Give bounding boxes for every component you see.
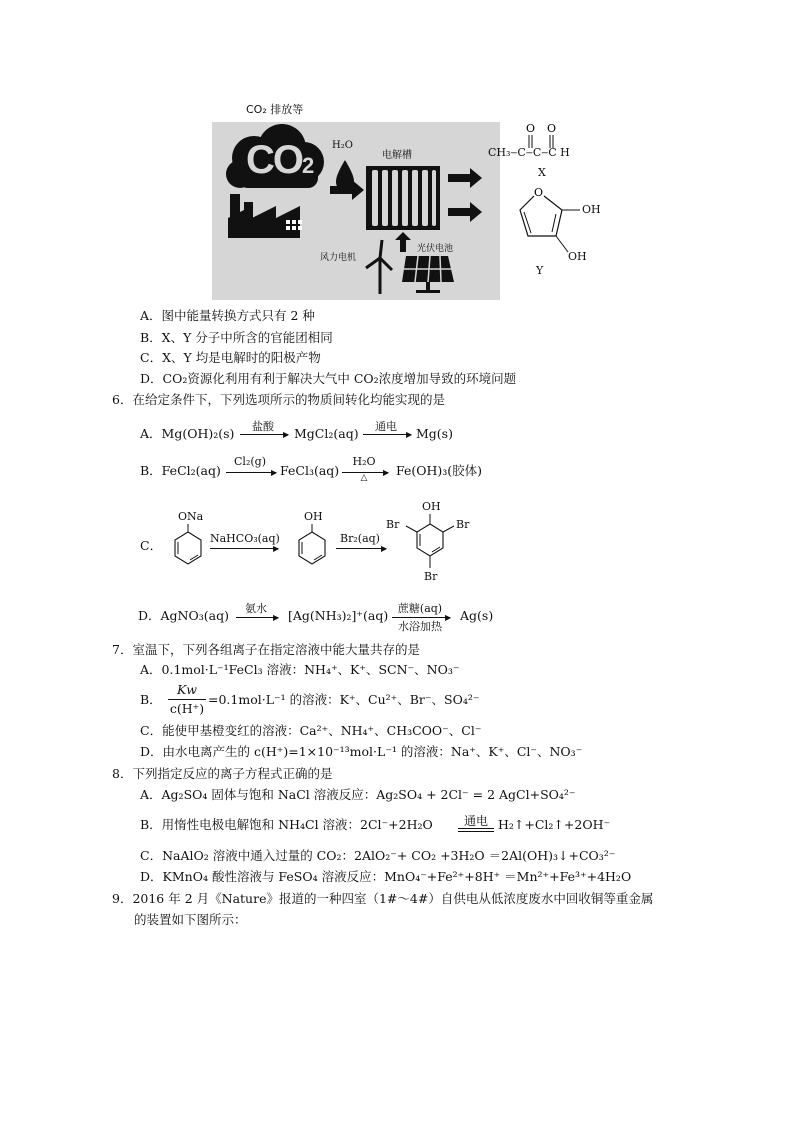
x-structure <box>488 120 588 182</box>
q6b-c2: H₂O <box>352 455 376 468</box>
q5-option-d: D．CO₂资源化利用有利于解决大气中 CO₂浓度增加导致的环境问题 <box>140 371 517 386</box>
q6c-arrow2 <box>336 548 386 549</box>
h2o-label: H₂O <box>332 140 353 151</box>
q6a-c2: 通电 <box>375 420 397 433</box>
q7-option-b-label: B． <box>140 692 162 707</box>
output-arrow-icon <box>448 202 482 222</box>
br-label: Br <box>386 518 400 531</box>
q6a-s1: A．Mg(OH)₂(s) <box>140 426 235 441</box>
benzene-ring-icon <box>384 500 474 584</box>
q6a-arrow1 <box>240 434 288 435</box>
q7-b-numerator: Kw <box>176 682 198 697</box>
wind-turbine-icon <box>366 240 392 294</box>
arrowhead-icon: ▶ <box>273 613 280 622</box>
q6a-arrow2 <box>363 434 411 435</box>
arrowhead-icon: ▶ <box>406 430 413 439</box>
tribromophenol-structure <box>384 500 474 584</box>
oh-label: OH <box>304 510 323 523</box>
q8-b-bar-bottom <box>458 831 494 832</box>
q6d-c2: 蔗糖(aq) <box>397 602 443 615</box>
phenol-structure <box>292 510 332 572</box>
svg-text:O: O <box>526 122 536 135</box>
br-label: Br <box>456 518 470 531</box>
arrowhead-icon: ▶ <box>381 544 388 553</box>
svg-text:O: O <box>547 122 557 135</box>
q6d-c1: 氨水 <box>245 602 267 615</box>
up-arrow-icon <box>395 232 411 252</box>
oh-label: OH <box>422 500 441 513</box>
q8-option-d: D．KMnO₄ 酸性溶液与 FeSO₄ 溶液反应：MnO₄⁻+Fe²⁺+8H⁺ ＝Mn²⁺+Fe³⁺+4H₂O <box>140 869 632 884</box>
q6c-label: C． <box>140 538 163 553</box>
x-formula: CH₃‒C‒C‒C H <box>488 146 570 159</box>
q5-option-c: C．X、Y 均是电解时的阳极产物 <box>140 350 321 365</box>
q8-stem: 8．下列指定反应的离子方程式正确的是 <box>112 766 333 781</box>
arrowhead-icon: ▶ <box>383 468 390 477</box>
arrowhead-icon: ▶ <box>271 468 278 477</box>
q6c-c2: Br₂(aq) <box>340 532 380 545</box>
q6b-s1: B．FeCl₂(aq) <box>140 463 221 478</box>
solar-panel-icon <box>402 256 454 293</box>
sodium-phenoxide-structure <box>168 510 208 572</box>
benzene-ring-icon <box>168 510 208 570</box>
y-oh2: OH <box>568 250 587 263</box>
q6d-arrow1 <box>236 617 278 618</box>
q7-b-fraction-bar <box>168 699 206 700</box>
q8-option-b-right: H₂↑+Cl₂↑+2OH⁻ <box>498 817 611 832</box>
q7-option-b-rest: =0.1mol·L⁻¹ 的溶液：K⁺、Cu²⁺、Br⁻、SO₄²⁻ <box>208 692 480 707</box>
y-label: Y <box>536 264 544 277</box>
x-label: X <box>538 166 546 179</box>
q6b-s3: Fe(OH)₃(胶体) <box>396 463 483 478</box>
q6d-s3: Ag(s) <box>460 608 494 623</box>
q6a-s3: Mg(s) <box>416 426 453 441</box>
q7-stem: 7．室温下，下列各组离子在指定溶液中能大量共存的是 <box>112 642 420 657</box>
q6d-s1: D．AgNO₃(aq) <box>138 608 229 623</box>
q6b-s2: FeCl₃(aq) <box>280 463 340 478</box>
output-arrow-icon <box>448 168 482 188</box>
arrowhead-icon: ▶ <box>283 430 290 439</box>
q6-stem: 6．在给定条件下，下列选项所示的物质间转化均能实现的是 <box>112 392 445 407</box>
q7-option-d: D．由水电离产生的 c(H⁺)=1×10⁻¹³mol·L⁻¹ 的溶液：Na⁺、K⁺、Cl⁻、NO₃⁻ <box>140 744 583 759</box>
co2-big-text: CO2 <box>246 138 313 182</box>
wind-label: 风力电机 <box>320 253 357 263</box>
q6a-c1: 盐酸 <box>252 420 274 433</box>
arrowhead-icon: ▶ <box>445 613 452 622</box>
cell-label: 电解槽 <box>382 150 412 161</box>
q6b-c2b: △ <box>360 473 368 483</box>
electrolysis-cell-icon <box>366 166 440 230</box>
q8-b-bar-top <box>458 828 494 829</box>
arrowhead-icon: ▶ <box>273 544 280 553</box>
benzene-ring-icon <box>292 510 332 570</box>
q7-b-denominator: c(H⁺) <box>169 701 205 716</box>
q6d-c2b: 水浴加热 <box>398 620 442 633</box>
factory-icon <box>228 194 300 238</box>
q8-option-a: A．Ag₂SO₄ 固体与饱和 NaCl 溶液反应：Ag₂SO₄ + 2Cl⁻ = 2 AgCl+SO₄²⁻ <box>140 787 576 802</box>
y-oh1: OH <box>582 203 601 216</box>
co2-label: CO₂ 排放等 <box>246 103 304 116</box>
co2-figure <box>212 122 500 300</box>
q7-option-a: A．0.1mol·L⁻¹FeCl₃ 溶液：NH₄⁺、K⁺、SCN⁻、NO₃⁻ <box>140 662 460 677</box>
q6c-c1: NaHCO₃(aq) <box>210 532 280 545</box>
q5-option-b: B．X、Y 分子中所含的官能团相同 <box>140 330 333 345</box>
ona-label: ONa <box>178 510 204 523</box>
br-label: Br <box>424 570 438 583</box>
q6a-s2: MgCl₂(aq) <box>294 426 359 441</box>
solar-label: 光伏电池 <box>417 244 454 254</box>
q6c-arrow1 <box>210 548 278 549</box>
svg-text:O: O <box>534 186 544 199</box>
q9-line1: 9．2016 年 2 月《Nature》报道的一种四室（1#～4#）自供电从低浓度废水中回收铜等重金属 <box>112 891 654 906</box>
q5-option-a: A．图中能量转换方式只有 2 种 <box>140 308 315 323</box>
q7-option-c: C．能使甲基橙变红的溶液：Ca²⁺、NH₄⁺、CH₃COO⁻、Cl⁻ <box>140 723 482 738</box>
q8-option-b-left: B．用惰性电极电解饱和 NH₄Cl 溶液：2Cl⁻+2H₂O <box>140 817 433 832</box>
q8-option-c: C．NaAlO₂ 溶液中通入过量的 CO₂：2AlO₂⁻+ CO₂ +3H₂O ＝2Al(OH)₃↓+CO₃²⁻ <box>140 848 616 863</box>
q6b-arrow1 <box>226 472 276 473</box>
q6d-s2: [Ag(NH₃)₂]⁺(aq) <box>288 608 389 623</box>
y-structure <box>510 186 610 276</box>
q8-b-cond: 通电 <box>463 814 488 828</box>
furan-ring <box>510 186 610 266</box>
q9-line2: 的装置如下图所示： <box>134 912 247 927</box>
q6b-c1: Cl₂(g) <box>234 455 266 468</box>
